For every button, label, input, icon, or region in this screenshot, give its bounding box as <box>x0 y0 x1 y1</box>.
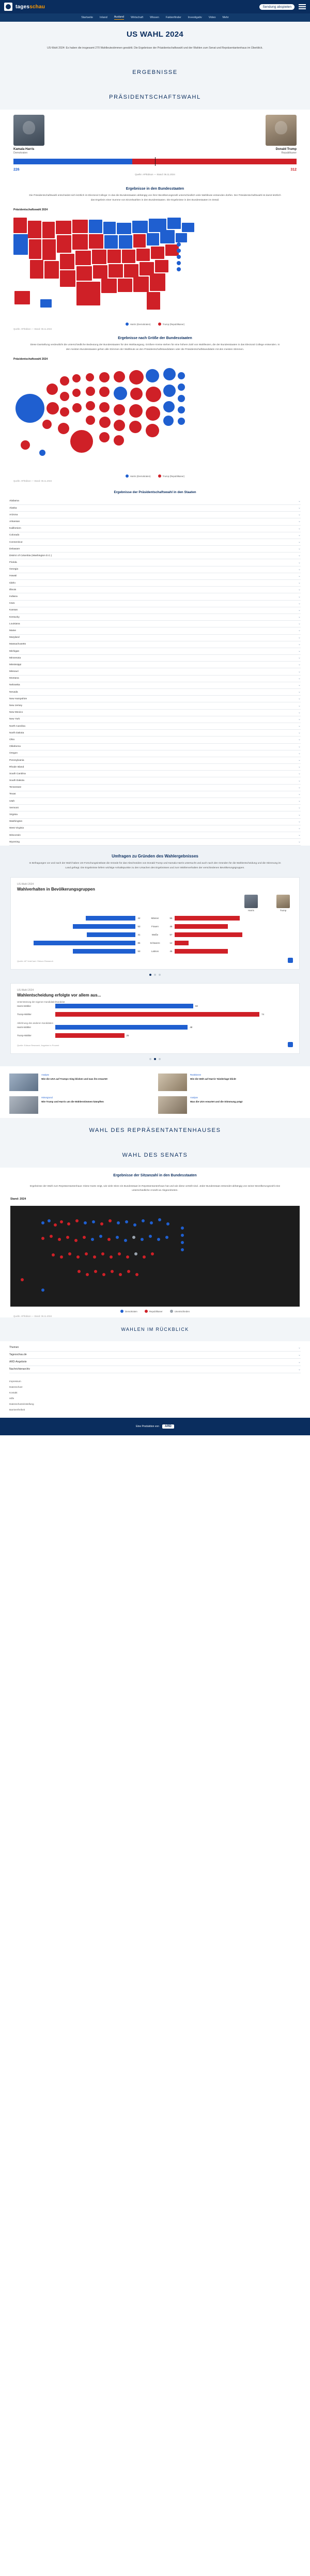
chevron-down-icon[interactable]: ⌄ <box>298 711 301 714</box>
chart2-source: Quelle: Edison Research, Angaben in Prozent <box>17 1044 59 1047</box>
hero-intro: US-Wahl 2024: Es haben die insgesamt 270 Wahlleutestimmen gewählt. Die Ergebnisse der Präsidentschaftswahl und der Wahlen zum Senat und Repräsentantenhaus im Überblick. <box>0 46 310 60</box>
footer-row-nachrichtenarchiv[interactable]: Nachrichtenarchiv ⌄ <box>9 1366 301 1373</box>
state-row-north-carolina[interactable]: North Carolina ⌄ <box>9 723 301 730</box>
state-row-wisconsin[interactable]: Wisconsin ⌄ <box>9 832 301 839</box>
candidate-party-trump: Republikaner <box>281 151 297 155</box>
chevron-down-icon[interactable]: ⌄ <box>298 541 301 544</box>
state-row-utah[interactable]: Utah ⌄ <box>9 798 301 805</box>
state-list[interactable] <box>0 498 310 846</box>
state-row-michigan[interactable]: Michigan ⌄ <box>9 648 301 655</box>
state-row-delaware[interactable]: Delaware ⌄ <box>9 546 301 553</box>
footer-row-ard-angebote[interactable]: ARD-Angebote ⌄ <box>9 1359 301 1366</box>
section-title-senate: WAHL DES SENATS <box>122 1152 188 1158</box>
electoral-bubble-map[interactable] <box>10 363 300 471</box>
chevron-down-icon[interactable]: ⌄ <box>298 520 301 524</box>
carousel-dots-2[interactable] <box>0 1054 310 1061</box>
legend-item-harris: Harris (Demokraten) <box>126 323 151 326</box>
chart-card-vote-motivation <box>10 983 300 1054</box>
chevron-down-icon[interactable]: ⌄ <box>298 595 301 599</box>
legend-house-dem: Demokraten <box>120 1310 137 1313</box>
bubble-map-legend <box>0 471 310 478</box>
state-row-tennessee[interactable]: Tennessee ⌄ <box>9 785 301 791</box>
teaser-thumbnail <box>9 1074 38 1091</box>
carousel-dots-1[interactable] <box>0 970 310 977</box>
electoral-bar-dem <box>13 159 132 164</box>
teaser-4[interactable] <box>158 1096 301 1114</box>
chevron-down-icon[interactable]: ⌄ <box>298 834 301 837</box>
chevron-down-icon[interactable]: ⌄ <box>298 547 301 551</box>
state-row-colorado[interactable]: Colorado ⌄ <box>9 532 301 539</box>
house-year-label: Stand: 2024 <box>10 1197 26 1201</box>
chevron-down-icon[interactable]: ⌄ <box>298 499 301 503</box>
chevron-down-icon[interactable]: ⌄ <box>298 840 301 844</box>
section-title-presidential: PRÄSIDENTSCHAFTSWAHL <box>109 94 201 101</box>
tagesschau-logo-icon[interactable] <box>4 3 12 11</box>
top-bar <box>0 0 310 13</box>
section-header-presidential <box>0 85 310 110</box>
chevron-down-icon[interactable]: ⌄ <box>298 636 301 639</box>
nav-item-faktenfinder[interactable]: Faktenfinder <box>165 16 181 19</box>
teaser-headline[interactable]: Was die USA erwartet und die Stimmung prägt <box>190 1100 243 1103</box>
state-row-massachusetts[interactable]: Massachusetts ⌄ <box>9 641 301 648</box>
chevron-down-icon[interactable]: ⌄ <box>298 663 301 667</box>
chevron-down-icon[interactable]: ⌄ <box>298 738 301 742</box>
ec-map-source: Quelle: AP/Edison — Stand: 06.11.2024 <box>13 328 52 331</box>
chevron-down-icon[interactable]: ⌄ <box>298 656 301 660</box>
chevron-down-icon[interactable]: ⌄ <box>298 616 301 619</box>
nav-item-video[interactable]: Video <box>208 16 216 19</box>
chevron-down-icon[interactable]: ⌄ <box>298 806 301 810</box>
chevron-down-icon[interactable]: ⌄ <box>298 650 301 653</box>
footer-link-hilfe[interactable]: Hilfe <box>9 1397 14 1400</box>
chart2-cat-2: Ablehnung des anderen Kandidaten <box>17 1021 54 1024</box>
chevron-down-icon[interactable]: ⌄ <box>298 629 301 633</box>
chevron-down-icon[interactable]: ⌄ <box>298 800 301 803</box>
chevron-down-icon[interactable]: ⌄ <box>298 765 301 769</box>
chevron-down-icon[interactable]: ⌄ <box>298 683 301 687</box>
legend-house-rep: Republikaner <box>145 1310 163 1313</box>
state-row-kalifornien[interactable]: Kalifornien ⌄ <box>9 526 301 532</box>
chevron-down-icon[interactable]: ⌄ <box>298 574 301 578</box>
chevron-down-icon[interactable]: ⌄ <box>298 581 301 585</box>
state-row-kansas[interactable]: Kansas ⌄ <box>9 607 301 614</box>
chevron-down-icon[interactable]: ⌄ <box>298 670 301 673</box>
ec-section-body: Die Präsidentschaftswahl entscheidet sich letztlich im Electoral College: In das die Bundesstaaten abhängig von ihrer Bevölkerungszahl unterschiedlich viele Wahlleute entsenden dürfen. Der Präsidentschaftswahl ist damit letztlich das Ergebnis einer Summe von Einzelwahlen in den Bundesstaaten. Die Ergebnisse in den Bundesstaaten im Detail. <box>29 194 281 202</box>
chevron-down-icon[interactable]: ⌄ <box>298 752 301 755</box>
electoral-dem-votes: 226 <box>13 168 20 172</box>
chart2-row-trump-reject: Trump-Wähler 25 <box>17 1034 129 1037</box>
chart1-title: Wahlverhalten in Bevölkerungsgruppen <box>17 886 95 892</box>
legend-item-trump: Trump (Republikaner) <box>158 323 185 326</box>
teaser-headline[interactable]: Wie die USA auf Trumps Sieg blicken und was ihn erwartet <box>41 1078 107 1081</box>
electoral-numbers <box>0 166 310 172</box>
teaser-kicker: Hintergrund <box>41 1096 53 1099</box>
play-broadcast-button[interactable]: Sendung abspielen <box>259 4 295 10</box>
candidate-trump <box>219 115 297 155</box>
avatar-trump <box>266 115 297 146</box>
state-row-new-jersey[interactable]: New Jersey ⌄ <box>9 702 301 709</box>
chevron-down-icon[interactable]: ⌄ <box>298 725 301 728</box>
survey-body: In Befragungen vor und nach der Wahl haben US-Forschungsinstitute die Gründe für das Abschneiden von Donald Trump und Kamala Harris untersucht und auch nach den Gründen für die Wahlentscheidung und die Stimmung im Land gefragt. Die Ergebnisse liefern wichtige Anhaltspunkte zu den Ursachen des Ergebnisses und zum Wählerverhalten der verschiedenen Bevölkerungsgruppen. <box>29 862 281 869</box>
survey-title: Umfragen zu Gründen des Wahlergebnisses <box>112 854 198 859</box>
state-row-maine[interactable]: Maine ⌄ <box>9 627 301 634</box>
chevron-down-icon[interactable]: ⌄ <box>298 513 301 517</box>
footer-link-datenschutz[interactable]: Datenschutz <box>9 1385 23 1388</box>
avatar-trump-small <box>276 895 290 908</box>
electoral-bar-wrap <box>0 155 310 166</box>
electoral-rep-votes: 312 <box>290 168 297 172</box>
chevron-down-icon[interactable]: ⌄ <box>298 745 301 748</box>
nav-item-mehr[interactable]: Mehr <box>222 16 229 19</box>
nav-item-inland[interactable]: Inland <box>100 16 107 19</box>
footer-link-barrierefreiheit[interactable]: Barrierefreiheit <box>9 1408 25 1411</box>
avatar-harris-small <box>244 895 258 908</box>
house-body: Ergebnisse der Wahl zum Repräsentantenhaus: Diese Karte zeigt, wie viele Sitze ein Bundesstaat im Repräsentantenhaus hat und wie diese verteilt sind. Jeder Bundesstaat entsendet abhängig von seiner Bevölkerungszahl eine unterschiedliche Anzahl an Abgeordneten. <box>29 1185 281 1192</box>
state-row-wyoming[interactable]: Wyoming ⌄ <box>9 839 301 846</box>
chart1-row-frauen: 53 Frauen 45 <box>17 923 293 930</box>
state-row-hawaii[interactable]: Hawaii ⌄ <box>9 573 301 580</box>
ec-map-label: Präsidentschaftswahl 2024 <box>13 208 48 212</box>
teaser-thumbnail <box>158 1096 187 1114</box>
chevron-down-icon[interactable]: ⌄ <box>298 608 301 612</box>
chart1-row-schwarze: 86 Schwarze 12 <box>17 940 293 946</box>
legend-item-trump-bubble: Trump (Republikaner) <box>158 474 185 478</box>
chevron-down-icon[interactable]: ⌄ <box>298 533 301 537</box>
state-row-south-dakota[interactable]: South Dakota ⌄ <box>9 777 301 784</box>
state-row-vermont[interactable]: Vermont ⌄ <box>9 805 301 811</box>
chevron-down-icon[interactable]: ⌄ <box>298 759 301 762</box>
state-row-connecticut[interactable]: Connecticut ⌄ <box>9 539 301 546</box>
state-row-north-dakota[interactable]: North Dakota ⌄ <box>9 730 301 737</box>
candidate-row <box>0 110 310 155</box>
chevron-down-icon[interactable]: ⌄ <box>298 1368 301 1371</box>
chart2-row-harris-reject: Harris-Wähler 48 <box>17 1026 193 1029</box>
avatar-harris <box>13 115 44 146</box>
teaser-kicker: Reaktionen <box>190 1073 202 1076</box>
state-row-west-virginia[interactable]: West Virginia ⌄ <box>9 825 301 832</box>
state-row-nevada[interactable]: Nevada ⌄ <box>9 689 301 696</box>
section-header-house <box>0 1118 310 1143</box>
footer-accordion-list[interactable] <box>0 1341 310 1373</box>
state-row-idaho[interactable]: Idaho ⌄ <box>9 580 301 587</box>
chevron-down-icon[interactable]: ⌄ <box>298 786 301 789</box>
chevron-down-icon[interactable]: ⌄ <box>298 813 301 817</box>
state-row-mississippi[interactable]: Mississippi ⌄ <box>9 662 301 668</box>
electoral-bar <box>13 159 297 164</box>
nav-item-investigativ[interactable]: Investigativ <box>188 16 202 19</box>
teaser-headline[interactable]: Wie die Welt auf Harris' Niederlage blickt <box>190 1078 236 1081</box>
candidate-party-harris: Demokraten <box>13 151 28 155</box>
state-row-georgia[interactable]: Georgia ⌄ <box>9 566 301 573</box>
state-row-florida[interactable]: Florida ⌄ <box>9 559 301 566</box>
state-row-ohio[interactable]: Ohio ⌄ <box>9 737 301 743</box>
state-row-arkansas[interactable]: Arkansas ⌄ <box>9 518 301 525</box>
section-title-house: WAHL DES REPRÄSENTANTENHAUSES <box>89 1127 221 1133</box>
chart2-title: Wahlentscheidung erfolgte vor allem aus... <box>17 992 101 998</box>
house-title: Ergebnisse der Sitzanzahl in den Bundesstaaten <box>113 1173 197 1177</box>
section-header-overview: WAHLEN IM RÜCKBLICK <box>0 1317 310 1341</box>
footer-row-themen[interactable]: Themen ⌄ <box>9 1344 301 1352</box>
chart2-row-harris-support: Harris-Wähler 50 <box>17 1005 198 1008</box>
ard-logo[interactable]: ARD <box>162 1424 174 1429</box>
state-row-indiana[interactable]: Indiana ⌄ <box>9 593 301 600</box>
main-nav[interactable] <box>0 13 310 22</box>
nav-item-wirtschaft[interactable]: Wirtschaft <box>131 16 144 19</box>
legend-house-undecided: Unentschieden <box>170 1310 190 1313</box>
nav-item-ausland[interactable]: Ausland <box>114 16 125 19</box>
state-row-south-carolina[interactable]: South Carolina ⌄ <box>9 771 301 777</box>
chevron-down-icon[interactable]: ⌄ <box>298 792 301 796</box>
footer-links[interactable] <box>0 1373 310 1418</box>
ec-section-title: Ergebnisse in den Bundesstaaten <box>126 187 184 191</box>
chart1-source: Quelle: AP VoteCast / Edison Research <box>17 960 53 963</box>
chart1-kicker: US-Wahl 2024 <box>17 882 34 886</box>
chevron-down-icon[interactable]: ⌄ <box>298 826 301 830</box>
chevron-down-icon[interactable]: ⌄ <box>298 602 301 605</box>
chart-card-voting-groups <box>10 877 300 970</box>
footer-link-kontakt[interactable]: Kontakt <box>9 1391 18 1394</box>
bubble-map-source: Quelle: AP/Edison — Stand: 06.11.2024 <box>13 479 52 482</box>
state-row-louisiana[interactable]: Louisiana ⌄ <box>9 621 301 627</box>
chevron-down-icon[interactable]: ⌄ <box>298 704 301 708</box>
state-row-oklahoma[interactable]: Oklahoma ⌄ <box>9 744 301 750</box>
candidate-name-trump: Donald Trump <box>275 148 297 151</box>
house-seats-map[interactable] <box>10 1206 300 1307</box>
teaser-headline[interactable]: Wie Trump und Harris um die Wählerstimmen kämpften <box>41 1100 104 1103</box>
house-source: Quelle: AP/Edison — Stand: 06.11.2024 <box>13 1314 52 1317</box>
footer-link-impressum[interactable]: Impressum <box>9 1379 21 1383</box>
candidate-harris <box>13 115 91 155</box>
chevron-down-icon[interactable]: ⌄ <box>298 561 301 564</box>
nav-item-startseite[interactable]: Startseite <box>81 16 93 19</box>
nav-item-wissen[interactable]: Wissen <box>150 16 159 19</box>
state-list-title: Ergebnisse der Präsidentschaftswahl in den Staaten <box>114 490 196 494</box>
chevron-down-icon[interactable]: ⌄ <box>298 554 301 558</box>
section-header-senate <box>0 1143 310 1168</box>
chevron-down-icon[interactable]: ⌄ <box>298 642 301 646</box>
page-title: US WAHL 2024 <box>126 30 184 39</box>
state-row-minnesota[interactable]: Minnesota ⌄ <box>9 655 301 662</box>
state-row-dc[interactable]: District of Columbia (Washington D.C.) ⌄ <box>9 553 301 559</box>
chevron-down-icon[interactable]: ⌄ <box>298 1353 301 1357</box>
electoral-bar-rep <box>132 159 297 164</box>
state-row-virginia[interactable]: Virginia ⌄ <box>9 811 301 818</box>
chevron-down-icon[interactable]: ⌄ <box>298 527 301 530</box>
footer-link-datenschutzeinstellung[interactable]: Datenschutzeinstellung <box>9 1402 34 1405</box>
teaser-kicker: Analyse <box>41 1073 49 1076</box>
state-row-montana[interactable]: Montana ⌄ <box>9 676 301 682</box>
legend-item-harris-bubble: Harris (Demokraten) <box>126 474 151 478</box>
chevron-down-icon[interactable]: ⌄ <box>298 731 301 735</box>
map-legend <box>0 319 310 326</box>
teaser-1[interactable] <box>9 1074 152 1091</box>
chart2-row-trump-support: Trump-Wähler 74 <box>17 1013 265 1016</box>
state-row-new-york[interactable]: New York ⌄ <box>9 716 301 723</box>
electoral-source: Quelle: AP/Edison — Stand: 06.11.2024 <box>135 173 175 176</box>
state-row-oregon[interactable]: Oregon ⌄ <box>9 750 301 757</box>
chart1-row-latinos: 53 Latinos 45 <box>17 948 293 955</box>
chart2-kicker: US-Wahl 2024 <box>17 988 34 992</box>
state-row-new-hampshire[interactable]: New Hampshire ⌄ <box>9 696 301 702</box>
chevron-down-icon[interactable]: ⌄ <box>298 772 301 776</box>
chevron-down-icon[interactable]: ⌄ <box>298 588 301 592</box>
state-row-rhode-island[interactable]: Rhode Island ⌄ <box>9 764 301 771</box>
chart1-legend-harris: Harris <box>244 895 258 912</box>
teaser-thumbnail <box>158 1074 187 1091</box>
state-row-texas[interactable]: Texas ⌄ <box>9 791 301 798</box>
share-icon[interactable] <box>288 958 293 963</box>
section-header-results <box>0 60 310 85</box>
survey-section <box>0 846 310 1066</box>
footer-row-tagesschau[interactable]: Tagesschau.de ⌄ <box>9 1352 301 1359</box>
brand-accent: schau <box>29 4 45 10</box>
state-row-arizona[interactable]: Arizona ⌄ <box>9 512 301 518</box>
chevron-down-icon[interactable]: ⌄ <box>298 779 301 783</box>
chart1-row-maenner: 42 Männer 55 <box>17 915 293 922</box>
teaser-kicker: Analyse <box>190 1096 198 1099</box>
chevron-down-icon[interactable]: ⌄ <box>298 1346 301 1350</box>
bubble-map-label: Präsidentschaftswahl 2024 <box>13 357 48 361</box>
brand-name[interactable]: tagesschau <box>16 4 45 10</box>
chart1-legend-trump: Trump <box>276 895 290 912</box>
chevron-down-icon[interactable]: ⌄ <box>298 1360 301 1364</box>
chevron-down-icon[interactable]: ⌄ <box>298 568 301 571</box>
chevron-down-icon[interactable]: ⌄ <box>298 820 301 823</box>
state-row-alaska[interactable]: Alaska ⌄ <box>9 505 301 512</box>
teaser-3[interactable] <box>9 1096 152 1114</box>
chevron-down-icon[interactable]: ⌄ <box>298 507 301 510</box>
teaser-2[interactable] <box>158 1074 301 1091</box>
electoral-majority-marker <box>155 157 156 166</box>
state-row-nebraska[interactable]: Nebraska ⌄ <box>9 682 301 689</box>
footer-brand-text: Eine Produktion von <box>136 1424 159 1428</box>
teaser-thumbnail <box>9 1096 38 1114</box>
electoral-map-states[interactable] <box>10 213 300 319</box>
hamburger-icon[interactable] <box>299 4 306 9</box>
teaser-grid <box>0 1066 310 1118</box>
chevron-down-icon[interactable]: ⌄ <box>298 717 301 721</box>
state-row-alabama[interactable]: Alabama ⌄ <box>9 498 301 505</box>
state-row-missouri[interactable]: Missouri ⌄ <box>9 668 301 675</box>
chart1-bars <box>17 915 293 955</box>
section-title-results: ERGEBNISSE <box>132 69 178 76</box>
chart2-cat-1: Unterstützung der eigenen Kandidatin/Kandidat <box>17 1000 65 1003</box>
state-row-iowa[interactable]: Iowa ⌄ <box>9 601 301 607</box>
state-row-illinois[interactable]: Illinois ⌄ <box>9 587 301 593</box>
chevron-down-icon[interactable]: ⌄ <box>298 691 301 694</box>
bubble-section-body: Diese Darstellung verdeutlicht die unterschiedliche Bedeutung der Bundesstaaten für den Wahlausgang. Größere Kreise stehen für eine höhere Zahl von Wahlleuten, die der Bundesstaaten in das Electoral College entsenden. In den meisten Bundesstaaten gehen alle Stimmen der Wahlleute an den Präsidentschaftskandidaten oder die Präsidentschaftskandidatin mit den meisten Stimmen. <box>30 344 280 351</box>
candidate-name-harris: Kamala Harris <box>13 148 35 151</box>
state-row-pennsylvania[interactable]: Pennsylvania ⌄ <box>9 757 301 764</box>
state-row-maryland[interactable]: Maryland ⌄ <box>9 635 301 641</box>
chevron-down-icon[interactable]: ⌄ <box>298 697 301 701</box>
chevron-down-icon[interactable]: ⌄ <box>298 622 301 626</box>
state-row-new-mexico[interactable]: New Mexico ⌄ <box>9 710 301 716</box>
chart1-row-weisse: 41 Weiße 57 <box>17 931 293 938</box>
bubble-section-title: Ergebnisse nach Größe der Bundesstaaten <box>118 336 192 341</box>
chevron-down-icon[interactable]: ⌄ <box>298 677 301 680</box>
state-row-washington[interactable]: Washington ⌄ <box>9 819 301 825</box>
footer-brand-bar <box>0 1418 310 1435</box>
house-legend <box>0 1307 310 1313</box>
share-icon[interactable] <box>288 1042 293 1047</box>
state-row-kentucky[interactable]: Kentucky ⌄ <box>9 614 301 621</box>
hero-band <box>0 22 310 46</box>
